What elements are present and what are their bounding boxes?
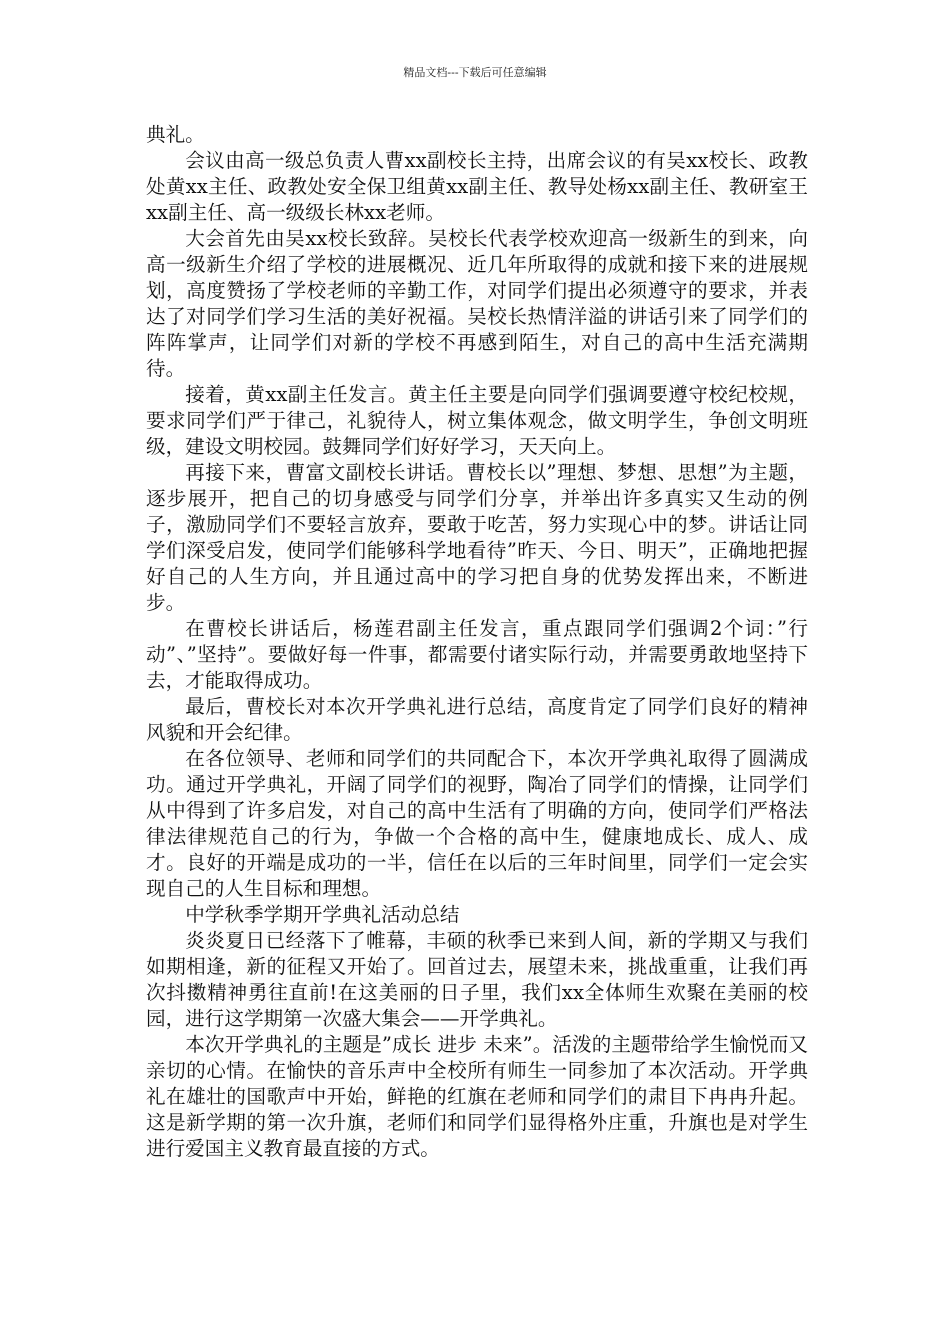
section-title: 中学秋季学期开学典礼活动总结 bbox=[185, 903, 460, 926]
paragraph-continuation: 典礼。 bbox=[146, 123, 205, 146]
document-body bbox=[146, 122, 808, 1162]
paragraph-conclusion: 在各位领导、老师和同学们的共同配合下，本次开学典礼取得了圆满成功。通过开学典礼，开阔了同学们的视野，陶冶了同学们的情操，让同学们从中得到了许多启发，对自己的高中生活有了明确的方向，使同学们严格法律法律规范自己的行为，争做一个合格的高中生，健康地成长、成人、成才。良好的开端是成功的一半，信任在以后的三年时间里，同学们一定会实现自己的人生目标和理想。 bbox=[146, 747, 808, 900]
paragraph-vice-principal-speech: 再接下来，曹富文副校长讲话。曹校长以”理想、梦想、思想”为主题，逐步展开，把自己的切身感受与同学们分享，并举出许多真实又生动的例子，激励同学们不要轻言放弃，要敢于吃苦，努力实现心中的梦。讲话让同学们深受启发，使同学们能够科学地看待”昨天、今日、明天”，正确地把握好自己的人生方向，并且通过高中的学习把自身的优势发挥出来，不断进步。 bbox=[146, 461, 808, 614]
paragraph-principal-speech: 大会首先由吴xx校长致辞。吴校长代表学校欢迎高一级新生的到来，向高一级新生介绍了学校的进展概况、近几年所取得的成就和接下来的进展规划，高度赞扬了学校老师的辛勤工作，对同学们提出必须遵守的要求，并表达了对同学们学习生活的美好祝福。吴校长热情洋溢的讲话引来了同学们的阵阵掌声，让同学们对新的学校不再感到陌生，对自己的高中生活充满期待。 bbox=[146, 227, 808, 380]
paragraph-autumn-intro: 炎炎夏日已经落下了帷幕，丰硕的秋季已来到人间，新的学期又与我们如期相逢，新的征程又开始了。回首过去，展望未来，挑战重重，让我们再次抖擞精神勇往直前!在这美丽的日子里，我们xx全体师生欢聚在美丽的校园，进行这学期第一次盛大集会——开学典礼。 bbox=[146, 929, 808, 1030]
paragraph-closing-summary: 最后，曹校长对本次开学典礼进行总结，高度肯定了同学们良好的精神风貌和开会纪律。 bbox=[146, 695, 808, 744]
paragraph-vice-director-speech: 在曹校长讲话后，杨莲君副主任发言，重点跟同学们强调2个词：”行动”、”坚持”。要做好每一件事，都需要付诸实际行动，并需要勇敢地坚持下去，才能取得成功。 bbox=[146, 617, 808, 692]
paragraph-director-speech: 接着，黄xx副主任发言。黄主任主要是向同学们强调要遵守校纪校规，要求同学们严于律己，礼貌待人，树立集体观念，做文明学生，争创文明班级，建设文明校园。鼓舞同学们好好学习，天天向上。 bbox=[146, 383, 808, 458]
paragraph-attendees: 会议由高一级总负责人曹xx副校长主持，出席会议的有吴xx校长、政教处黄xx主任、政教处安全保卫组黄xx副主任、教导处杨xx副主任、教研室王xx副主任、高一级级长林xx老师。 bbox=[146, 149, 808, 224]
paragraph-ceremony-theme: 本次开学典礼的主题是”成长 进步 未来”。活泼的主题带给学生愉悦而又亲切的心情。在愉快的音乐声中全校所有师生一同参加了本次活动。开学典礼在雄壮的国歌声中开始，鲜艳的红旗在老师和同学们的肃目下冉冉升起。这是新学期的第一次升旗，老师们和同学们显得格外庄重，升旗也是对学生进行爱国主义教育最直接的方式。 bbox=[146, 1033, 808, 1160]
page-header: 精品文档---下载后可任意编辑 bbox=[403, 66, 547, 79]
